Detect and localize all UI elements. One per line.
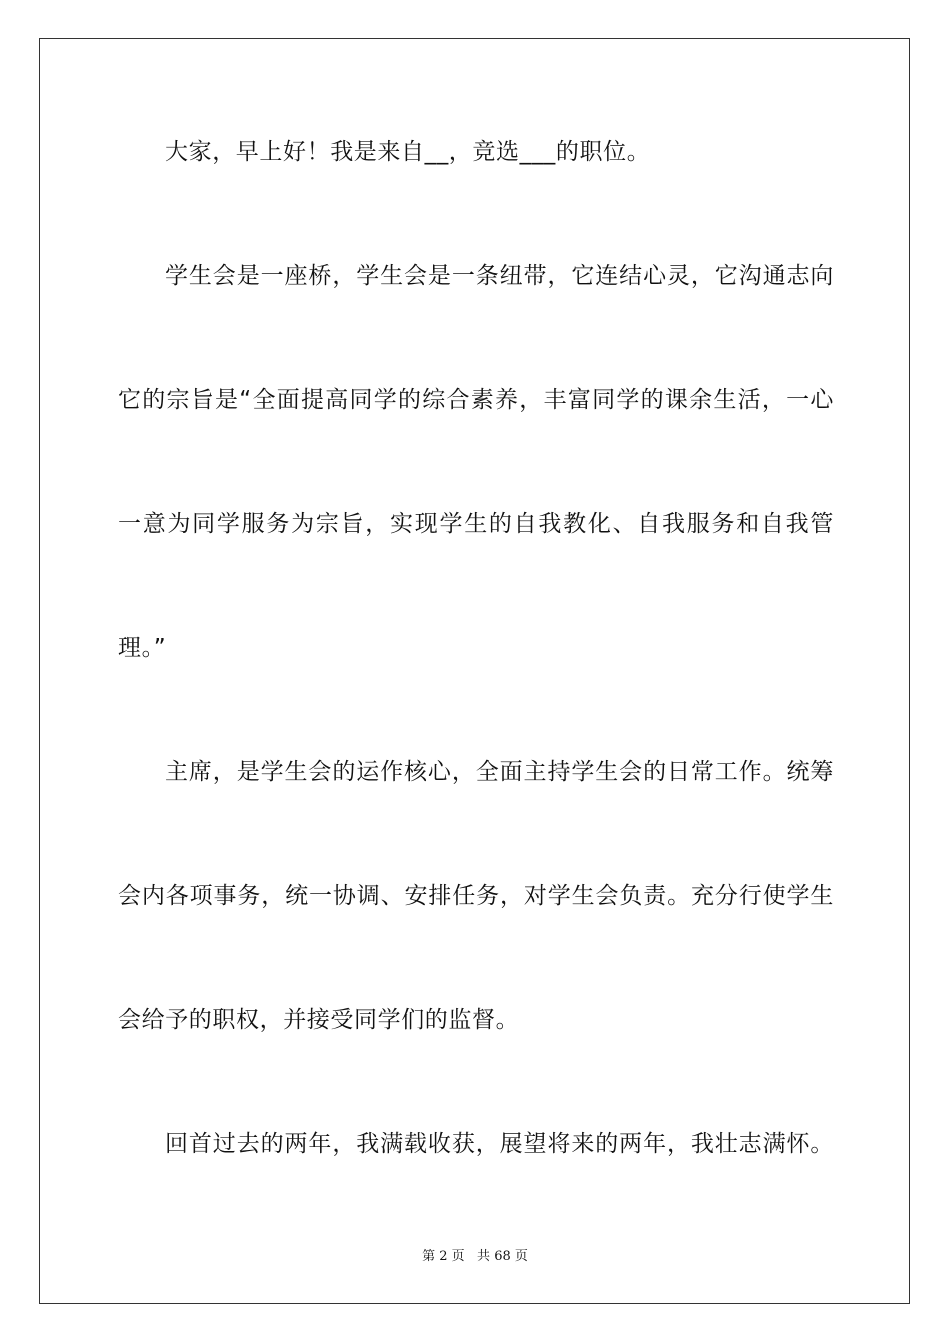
paragraph-intro-line-1: 学生会是一座桥，学生会是一条纽带，它连结心灵，它沟通志向 (165, 263, 834, 289)
page-border (39, 38, 910, 1304)
paragraph-purpose-line-3: 理。” (118, 635, 167, 661)
paragraph-chairman-line-3: 会给予的职权，并接受同学们的监督。 (118, 1007, 520, 1033)
paragraph-purpose-line-1: 它的宗旨是“全面提高同学的综合素养，丰富同学的课余生活，一心 (118, 387, 834, 413)
paragraph-closing-line-1: 回首过去的两年，我满载收获，展望将来的两年，我壮志满怀。 (165, 1131, 834, 1157)
page-number-footer: 第 2 页 共 68 页 (422, 1249, 528, 1264)
paragraph-chairman-line-1: 主席，是学生会的运作核心，全面主持学生会的日常工作。统筹 (165, 759, 834, 785)
paragraph-greeting-line: 大家，早上好！我是来自__，竞选___的职位。 (165, 139, 651, 165)
paragraph-chairman-line-2: 会内各项事务，统一协调、安排任务，对学生会负责。充分行使学生 (118, 883, 834, 909)
paragraph-purpose-line-2: 一意为同学服务为宗旨，实现学生的自我教化、自我服务和自我管 (118, 511, 834, 537)
